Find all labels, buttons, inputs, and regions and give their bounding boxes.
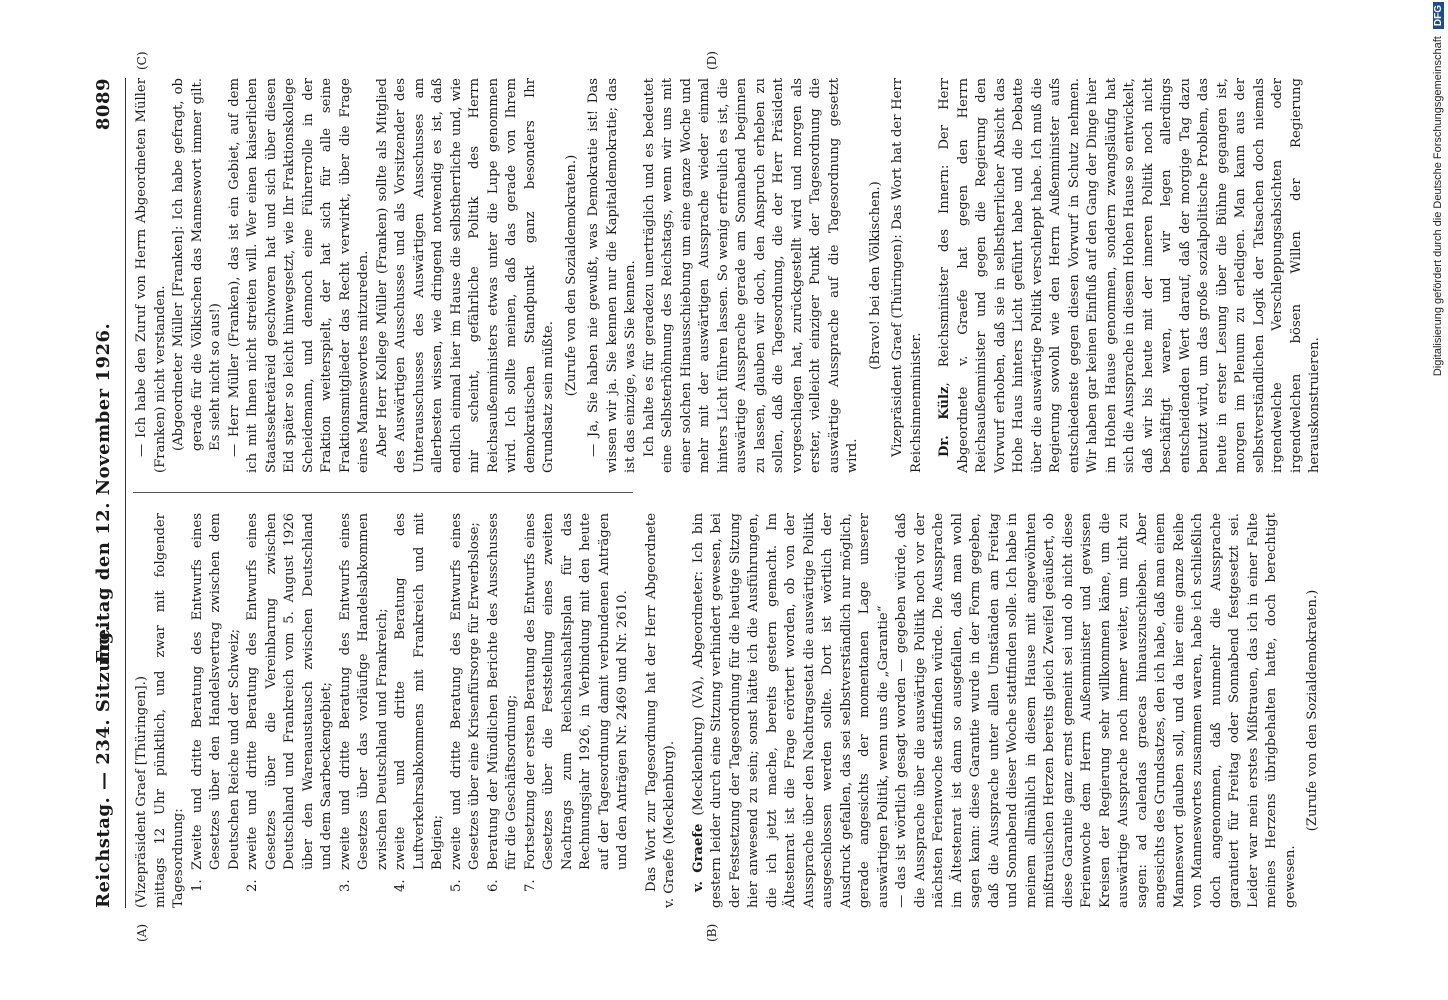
- margin-marker-d: (D): [705, 51, 719, 70]
- margin-marker-c: (C): [135, 51, 149, 70]
- word-given: Das Wort zur Tagesordnung hat der Herr Abgeordnete v. Graefe (Mecklenburg).: [643, 513, 677, 908]
- agenda-item: [189, 513, 245, 908]
- agenda-item-text: zweite und dritte Beratung des Entwurfs eines Gesetzes über das vorläufige Handelsabkommen zwischen Deutschland und Frankreich;: [337, 513, 390, 870]
- intro-speaker: (Vizepräsident Graef [Thüringen].): [134, 676, 149, 908]
- header-date: Freitag den 12. November 1926.: [93, 322, 114, 664]
- left-column: [133, 513, 1327, 908]
- agenda-list: [189, 513, 633, 908]
- agenda-item-number: 2.: [245, 879, 260, 892]
- paragraph: Aber Herr Kollege Müller (Franken) sollte als Mitglied des Auswärtigen Ausschusses und als Vorsitzender des Unterausschusses des Auswärtigen Ausschusses am allerbesten wissen, wie dringend notwendig es ist, daß endlich einmal hier im Hause die selbstherrliche und, wie mir scheint, gefährliche Politik des Herrn Reichsaußenministers etwas unter die Lupe genommen wird. Ich sollte meinen, daß das gerade von Ihrem demokratischen Standpunkt ganz besonders Ihr Grundsatz sein müßte.: [374, 78, 556, 473]
- agenda-item: [392, 513, 448, 908]
- agenda-item-text: zweite und dritte Beratung des Entwurfs eines Gesetzes über die Vereinbarung zwischen Deutschland und Frankreich vom 5. August 1926 über den Warenaustausch zwischen Deutschland und dem Saarbeckengebiet;: [245, 513, 334, 870]
- speech-text: , Reichsminister des Innern: Der Herr Abgeordnete v. Graefe hat gegen den Herrn Reichsaußenminister und gegen die Regierung den Vorwurf erhoben, daß sie in selbstherrlicher Absicht das Hohe Haus hinters Licht geführt habe und die Debatte über die auswärtige Politik verschleppt habe. Ich muß die Regierung sowohl wie den Herrn Außenminister aufs entschiedenste gegen diesen Vorwurf in Schutz nehmen. Wir haben gar keinen Einfluß auf den Gang der Dinge hier im Hohen Hause genommen, sondern zwangsläufig hat sich die Aussprache in diesem Hohen Hause so entwickelt, daß wir bis heute mit der inneren Politik noch nicht beschäftigt waren, und wir legen allerdings entscheidenden Wert darauf, daß der morgige Tag dazu benutzt wird, um das große sozialpolitische Problem, das heute in erster Lesung über die Bühne gegangen ist, morgen im Plenum zu erledigen. Man kann aus der selbstverständlichen Logik der Tatsachen doch niemals irgendwelche Verschleppungsabsichten oder irgendwelchen bösen Willen der Regierung herauskonstruieren.: [937, 78, 1322, 473]
- interjection: (Zurufe von den Sozialdemokraten.): [563, 154, 579, 397]
- agenda-item-number: 7.: [522, 879, 538, 892]
- agenda-item-number: 4.: [393, 879, 408, 892]
- dfg-logo: DFG: [1433, 2, 1444, 29]
- speaker-kuelz: Dr. Külz: [937, 386, 952, 457]
- agenda-item: [337, 513, 393, 908]
- interjection: (Zurufe von den Sozialdemokraten.): [1305, 589, 1320, 832]
- agenda-item: [522, 513, 633, 908]
- paragraph: — Ja, Sie haben nie gewußt, was Demokratie ist! Das wissen wir ja. Sie kennen nur die Kapitaldemokratie; das ist das einzige, was Sie kennen.: [586, 78, 638, 473]
- notice-text: Digitalisierung gefördert durch die Deutsche Forschungsgemeinschaft: [1432, 36, 1444, 377]
- speaker-graefe: v. Graefe: [690, 823, 706, 892]
- agenda-item-text: Zweite und dritte Beratung des Entwurfs eines Gesetzes über den Handelsvertrag zwischen dem Deutschen Reiche und der Schweiz;: [189, 513, 242, 870]
- header-rule: [125, 78, 126, 908]
- header-session: Reichstag. — 234. Sitzung.: [93, 624, 114, 908]
- page-header: [85, 78, 125, 908]
- kuelz-speech: [936, 78, 1325, 473]
- right-column: [133, 78, 1325, 473]
- page-number: 8089: [93, 78, 114, 131]
- agenda-item-number: 6.: [485, 879, 501, 892]
- agenda-item-number: 1.: [189, 879, 205, 892]
- paragraph: Ich halte es für geradezu unerträglich und es bedeutet eine Selbsterhöhnung des Reichstags, wenn wir uns mit einer solchen Hinausschiebung um eine ganze Woche und mehr mit der auswärtigen Aussprache wieder einmal hinters Licht führen lassen. So wenig erfreulich es ist, die auswärtige Aussprache gerade am Sonnabend beginnen zu lassen, glauben wir doch, den Anspruch erheben zu sollen, daß die Tagesordnung, die der Herr Präsident vorgeschlagen hat, zurückgestellt wird und morgen als erster, vielleicht einziger Punkt der Tagesordnung die auswärtige Aussprache auf die Tagesordnung gesetzt wird.: [641, 78, 860, 473]
- speech-text-1: (Mecklenburg) (VA), Abgeordneter: Ich bin gestern leider durch eine Sitzung verhindert gewesen, bei der Festsetzung der Tagesordnung für die heutige Sitzung hier anwesend zu sein; sonst hätte ich die Ausführungen, die ich jetzt mache, bereits gestern gemacht. Im Ältestenrat ist die Frage erörtert worden, ob von der Aussprache über den Nachtragsetat die auswärtige Politik ausgeschlossen werden sollte. Dort ist wörtlich der Ausdruck gefallen, das sei selbstverständlich nur möglich, gerade angesichts der momentanen Lage unserer auswärtigen Politik, wenn uns die „Garantie“: [690, 512, 891, 908]
- paragraph: — Ich habe den Zuruf von Herrn Abgeordneten Müller (Franken) nicht verstanden.: [134, 78, 168, 473]
- agenda-item: [448, 513, 485, 908]
- graefe-speech-start: [690, 513, 894, 908]
- margin-marker-a: (A): [135, 923, 149, 942]
- agenda-item-text: zweite und dritte Beratung des Luftverkehrsabkommens mit Frankreich und mit Belgien;: [393, 513, 445, 870]
- agenda-item: [485, 513, 522, 908]
- speech-text-2: — das ist wörtlich gesagt worden — gegeben würde, daß die Aussprache über die auswärtige Politik noch vor der nächsten Ferienwoche stattfinden würde. Die Aussprache im Ältestenrat ist dann so ausgefallen, daß man wohl sagen kann: diese Garantie wurde in der Form gegeben, daß die Aussprache unter allen Umständen am Freitag und Sonnabend dieser Woche stattfinden solle. Ich habe in meinem allmählich in diesem Hause mit angewöhnten mißtrauischen Herzen bereits gleich Zweifel geäußert, ob diese Garantie ganz ernst gemeint sei und ob nicht diese Ferienwoche dem Herrn Außenminister und gewissen Kreisen der Regierung sehr willkommen käme, um die auswärtige Aussprache noch immer weiter, um nicht zu sagen: ad calendas graecas hinauszuschieben. Aber angesichts des Grundsatzes, den ich habe, daß man einem Manneswort glauben soll, und da hier eine ganze Reihe von Manneswortes zusammen waren, habe ich schließlich doch angenommen, daß nunmehr die Aussprache garantiert für Freitag oder Sonnabend festgesetzt sei. Leider war mein erstes Mißtrauen, das ich in einer Falte meines Herzens übrigbehalten hatte, doch berechtigt gewesen.: [894, 513, 1298, 908]
- paragraph: — Herr Müller (Franken), das ist ein Gebiet, auf dem ich mit Ihnen nicht streiten will. Wer einen kaiserlichen Staatssekretäreid geschworen hat und sich über diesen Eid später so leicht hinwegsetzt, wie Ihr Fraktionskollege Scheidemann, und dennoch eine Führerrolle in der Fraktion weiterspielt, der hat sich für alle seine Fraktionsmitglieder das Recht verwirkt, über die Frage eines Manneswortes mitzureden.: [226, 78, 371, 473]
- agenda-item-number: 3.: [337, 879, 353, 892]
- agenda-item-text: zweite und dritte Beratung des Entwurfs eines Gesetzes über eine Krisenfürsorge für Erwerbslose;: [448, 513, 482, 870]
- agenda-item-number: 5.: [448, 879, 464, 892]
- agenda-item-text: Beratung der Mündlichen Berichte des Ausschusses für die Geschäftsordnung;: [485, 513, 519, 870]
- agenda-item-text: Fortsetzung der ersten Beratung des Entwurfs eines Gesetzes über die Feststellung eines zweiten Nachtrags zum Reichshaushaltsplan für das Rechnungsjahr 1926, in Verbindung mit den heute auf der Tagesordnung damit verbundenen Anträgen und den Anträgen Nr. 2469 und Nr. 2610.: [522, 513, 630, 870]
- digitisation-notice: [1432, 2, 1448, 992]
- column-rule: [133, 492, 633, 493]
- margin-marker-b: (B): [705, 923, 719, 942]
- interjection: (Bravo! bei den Völkischen.): [867, 181, 883, 370]
- agenda-item: [244, 513, 337, 908]
- paragraph: Vizepräsident Graef (Thüringen): Das Wort hat der Herr Reichsinnenminister.: [890, 78, 924, 473]
- interjection-mueller: (Abgeordneter Müller [Franken]: Ich habe gefragt, ob gerade für die Völkischen das Manneswort immer gilt. Es sieht nicht so aus!): [171, 78, 223, 451]
- rotated-page: [85, 51, 1335, 942]
- agenda-intro: mittags 12 Uhr pünktlich, und zwar mit folgender Tagesordnung:: [152, 513, 186, 908]
